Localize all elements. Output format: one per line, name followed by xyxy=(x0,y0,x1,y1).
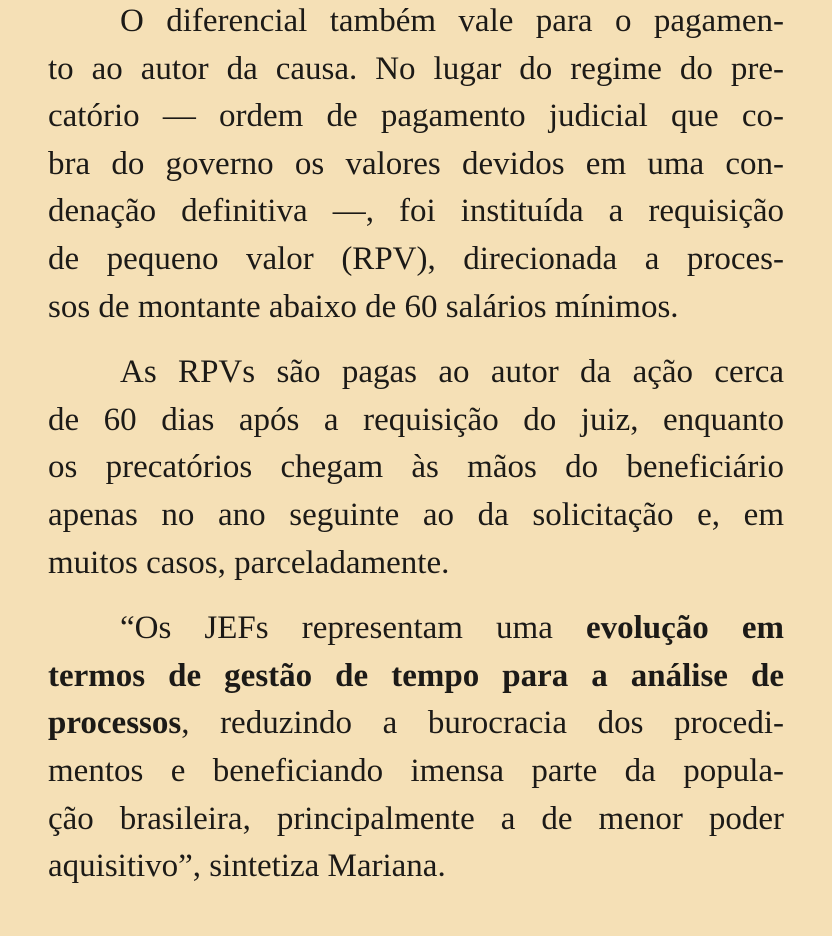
text-segment: bra do governo os valores devidos em uma con- xyxy=(48,145,784,182)
text-segment: de 60 dias após a requisição do juiz, enquanto xyxy=(48,401,784,438)
bold-text: processos xyxy=(48,705,182,742)
text-segment: os precatórios chegam às mãos do beneficiário xyxy=(48,449,784,486)
text-segment: As RPVs são pagas ao autor da ação cerca xyxy=(120,354,784,391)
text-line xyxy=(48,141,784,189)
text-line xyxy=(48,748,784,796)
text-line xyxy=(48,46,784,94)
text-segment: ção brasileira, principalmente a de menor poder xyxy=(48,800,784,837)
text-line xyxy=(48,492,784,540)
text-line xyxy=(48,284,784,332)
text-line xyxy=(48,843,784,891)
text-segment: to ao autor da causa. No lugar do regime do pre- xyxy=(48,50,784,87)
article-body xyxy=(48,0,784,909)
bold-text: termos de gestão de tempo para a análise de xyxy=(48,657,784,694)
text-line xyxy=(48,796,784,844)
text-segment: denação definitiva —, foi instituída a requisição xyxy=(48,193,784,230)
text-segment: de pequeno valor (RPV), direcionada a proces- xyxy=(48,240,784,277)
text-segment: apenas no ano seguinte ao da solicitação e, em xyxy=(48,496,784,533)
text-segment: muitos casos, parceladamente. xyxy=(48,544,450,581)
paragraph xyxy=(48,605,784,891)
text-line xyxy=(48,0,784,46)
text-segment: O diferencial também vale para o pagamen- xyxy=(120,3,784,39)
text-segment: , reduzindo a burocracia dos procedi- xyxy=(181,705,784,742)
text-line xyxy=(48,397,784,445)
text-line xyxy=(48,444,784,492)
paragraph xyxy=(48,349,784,587)
text-segment: sos de montante abaixo de 60 salários mínimos. xyxy=(48,288,679,325)
text-line xyxy=(48,188,784,236)
text-line xyxy=(48,653,784,701)
text-line xyxy=(48,349,784,397)
text-segment: aquisitivo”, sintetiza Mariana. xyxy=(48,848,446,885)
text-segment: “Os JEFs representam uma xyxy=(120,610,586,647)
text-line xyxy=(48,605,784,653)
text-line xyxy=(48,540,784,588)
text-segment: catório — ordem de pagamento judicial que co- xyxy=(48,98,784,135)
text-line xyxy=(48,700,784,748)
text-segment: mentos e beneficiando imensa parte da popula- xyxy=(48,752,784,789)
text-line xyxy=(48,93,784,141)
bold-text: evolução em xyxy=(585,610,784,647)
text-line xyxy=(48,236,784,284)
paragraph xyxy=(48,0,784,331)
